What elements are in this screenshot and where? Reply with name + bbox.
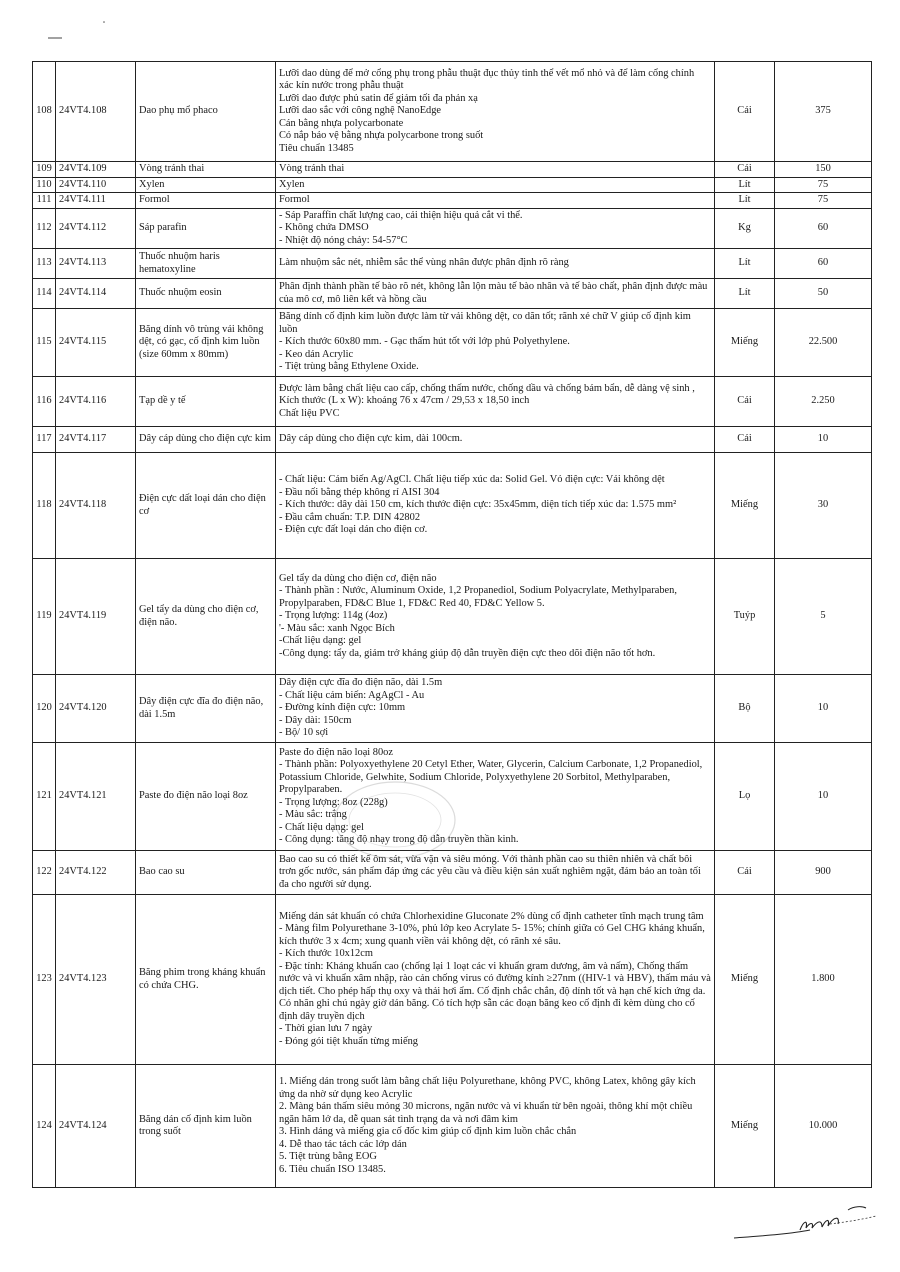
item-number: 112 [33, 208, 56, 249]
item-code: 24VT4.118 [56, 453, 136, 559]
item-number: 116 [33, 377, 56, 427]
description-line: - Điện cực đất loại dán cho điện cơ. [279, 524, 428, 536]
item-quantity: 150 [775, 162, 872, 178]
item-code: 24VT4.109 [56, 162, 136, 178]
item-number: 115 [33, 309, 56, 377]
handwritten-signature [730, 1200, 880, 1250]
description-line: - Keo dán Acrylic [279, 348, 354, 360]
item-number: 118 [33, 453, 56, 559]
item-description [276, 162, 715, 178]
description-line: - Đường kính điện cực: 10mm [279, 702, 406, 714]
table-row [33, 1065, 872, 1188]
item-unit: Cái [715, 62, 775, 162]
item-name: Thuốc nhuộm haris hematoxyline [136, 249, 276, 279]
description-line: - Tiệt trùng bằng Ethylene Oxide. [279, 361, 419, 373]
item-description [276, 559, 715, 675]
description-line: Có nắp bảo vệ bằng nhựa polycarbone trong suốt [279, 130, 484, 142]
item-code: 24VT4.116 [56, 377, 136, 427]
description-line: Vòng tránh thai [279, 163, 345, 174]
item-number: 120 [33, 675, 56, 743]
description-line: - Chất liệu: Cảm biến Ag/AgCl. Chất liệu tiếp xúc da: Solid Gel. Vỏ điện cực: Vải không dệt [279, 474, 665, 486]
item-description [276, 279, 715, 309]
description-line: - Trọng lượng: 8oz (228g) [279, 796, 388, 808]
description-line: - Chất liệu dạng: gel [279, 821, 364, 833]
item-description [276, 453, 715, 559]
item-name: Bao cao su [136, 851, 276, 895]
item-description [276, 895, 715, 1065]
item-code: 24VT4.117 [56, 427, 136, 453]
description-line: Băng dính cố định kim luồn được làm từ vải không dệt, co dãn tốt; rãnh xẻ chữ V giúp cố định kim luồn [279, 311, 691, 335]
item-name: Vòng tránh thai [136, 162, 276, 178]
table-row [33, 162, 872, 178]
item-code: 24VT4.108 [56, 62, 136, 162]
item-description [276, 675, 715, 743]
item-name: Băng dính vô trùng vải không dệt, có gạc, cố định kim luồn (size 60mm x 80mm) [136, 309, 276, 377]
item-number: 117 [33, 427, 56, 453]
table-row [33, 62, 872, 162]
table-body [33, 62, 872, 1188]
description-line: Gel tẩy da dùng cho điện cơ, điện não [279, 572, 437, 584]
item-number: 111 [33, 193, 56, 209]
table-row [33, 453, 872, 559]
description-line: Xylen [279, 178, 305, 190]
item-quantity: 5 [775, 559, 872, 675]
item-name: Dây điện cực đĩa đo điện não, dài 1.5m [136, 675, 276, 743]
item-name: Điện cực dất loại dán cho điện cơ [136, 453, 276, 559]
description-line: Bao cao su có thiết kế ôm sát, vừa vặn và siêu mỏng. Với thành phần cao su thiên nhiên và chất bôi trơn gốc nước, sản phẩm đáp ứng các yêu cầu và điều kiện sản xuất nghiêm ngặt, đảm bảo an toàn tối đa cho người sử dụng. [279, 853, 701, 890]
description-line: Cán bằng nhựa polycarbonate [279, 117, 404, 129]
description-line: - Dây dài: 150cm [279, 714, 352, 726]
item-code: 24VT4.124 [56, 1065, 136, 1188]
item-code: 24VT4.113 [56, 249, 136, 279]
item-code: 24VT4.111 [56, 193, 136, 209]
item-unit: Tuýp [715, 559, 775, 675]
item-number: 122 [33, 851, 56, 895]
description-line: - Thành phần: Polyoxyethylene 20 Cetyl Ether, Water, Glycerin, Calcium Carbonate, 1,2 Propanediol, Potassium Chloride, Gelwhite, Sodium Chloride, Polyxyethylene 20 Sorbitol, Methylparaben, Propylparaben. [279, 759, 703, 795]
item-unit: Lọ [715, 743, 775, 851]
item-unit: Bộ [715, 675, 775, 743]
item-code: 24VT4.114 [56, 279, 136, 309]
item-code: 24VT4.112 [56, 208, 136, 249]
item-quantity: 22.500 [775, 309, 872, 377]
description-line: Phân định thành phần tế bào rõ nét, không lẫn lộn màu tế bào nhân và tế bào chất, phân định được màu của mô cơ, mô liên kết và hồng cầu [279, 281, 708, 305]
description-line: 6. Tiêu chuẩn ISO 13485. [279, 1163, 386, 1175]
item-quantity: 900 [775, 851, 872, 895]
item-name: Dây cáp dùng cho điện cực kim [136, 427, 276, 453]
item-quantity: 60 [775, 249, 872, 279]
item-code: 24VT4.122 [56, 851, 136, 895]
description-line: Dây cáp dùng cho điện cực kim, dài 100cm. [279, 433, 463, 445]
item-number: 119 [33, 559, 56, 675]
description-line: Formol [279, 194, 310, 205]
description-line: -Công dụng: tẩy da, giảm trở kháng giúp độ dẫn truyền điện cực theo dõi điện não tốt hơn. [279, 647, 656, 659]
item-unit: Kg [715, 208, 775, 249]
item-description [276, 193, 715, 209]
description-line: - Màng film Polyurethane 3-10%, phủ lớp keo Acrylate 5- 15%; chính giữa có Gel CHG kháng khuẩn, kích thước 3 x 4cm; xung quanh viền vải không dệt, có rãnh xẻ sâu. [279, 923, 705, 947]
table-row [33, 309, 872, 377]
description-line: - Thời gian lưu 7 ngày [279, 1023, 373, 1035]
item-unit: Cái [715, 427, 775, 453]
description-line: Paste đo điện não loại 80oz [279, 746, 393, 758]
item-code: 24VT4.120 [56, 675, 136, 743]
description-line: Lưỡi dao dùng để mở cổng phụ trong phẫu thuật đục thủy tinh thể vết mổ nhỏ và để làm cổng chính xác kín nước trong phẫu thuật [279, 67, 695, 92]
description-line: - Kích thước 10x12cm [279, 948, 373, 960]
item-quantity: 75 [775, 193, 872, 209]
item-description [276, 177, 715, 193]
item-code: 24VT4.123 [56, 895, 136, 1065]
item-description [276, 1065, 715, 1188]
item-quantity: 75 [775, 177, 872, 193]
item-unit: Cái [715, 851, 775, 895]
description-line: - Trọng lượng: 114g (4oz) [279, 610, 388, 622]
description-line: Chất liệu PVC [279, 407, 340, 419]
description-line: 4. Dễ thao tác tách các lớp dán [279, 1138, 407, 1150]
description-line: Lưỡi dao được phủ satin để giảm tối đa phản xạ [279, 92, 478, 104]
item-quantity: 10.000 [775, 1065, 872, 1188]
item-quantity: 10 [775, 427, 872, 453]
item-quantity: 1.800 [775, 895, 872, 1065]
description-line: '- Màu sắc: xanh Ngọc Bích [279, 622, 395, 634]
table-row [33, 208, 872, 249]
item-description [276, 249, 715, 279]
item-name: Băng phim trong kháng khuẩn có chứa CHG. [136, 895, 276, 1065]
item-unit: Cái [715, 162, 775, 178]
item-unit: Lít [715, 177, 775, 193]
description-line: 3. Hình dáng và miếng gia cố đốc kim giúp cố định kim luồn chắc chắn [279, 1126, 577, 1137]
item-description [276, 309, 715, 377]
item-name: Gel tẩy da dùng cho điện cơ, điện não. [136, 559, 276, 675]
table-row [33, 559, 872, 675]
item-number: 124 [33, 1065, 56, 1188]
description-line: 1. Miếng dán trong suốt làm bằng chất liệu Polyurethane, không PVC, không Latex, không gây kích ứng da nhờ sử dụng keo Acrylic [279, 1076, 696, 1100]
item-name: Paste đo điện não loại 8oz [136, 743, 276, 851]
item-description [276, 377, 715, 427]
description-line: - Sáp Paraffin chất lượng cao, cải thiện hiệu quả cắt vi thể. [279, 209, 523, 221]
item-description [276, 427, 715, 453]
description-line: - Bộ/ 10 sợi [279, 727, 329, 739]
item-number: 109 [33, 162, 56, 178]
description-line: - Nhiệt độ nóng chảy: 54-57°C [279, 234, 408, 246]
description-line: - Màu sắc: trắng [279, 809, 347, 820]
description-line: -Chất liệu dạng: gel [279, 635, 362, 647]
description-line: - Không chứa DMSO [279, 222, 369, 233]
item-name: Xylen [136, 177, 276, 193]
item-number: 108 [33, 62, 56, 162]
item-code: 24VT4.121 [56, 743, 136, 851]
item-unit: Miếng [715, 1065, 775, 1188]
description-line: - Kích thước 60x80 mm. - Gạc thấm hút tốt với lớp phủ Polyethylene. [279, 336, 570, 348]
item-number: 123 [33, 895, 56, 1065]
table-row [33, 895, 872, 1065]
item-unit: Lít [715, 249, 775, 279]
item-name: Formol [136, 193, 276, 209]
description-line: 5. Tiệt trùng bằng EOG [279, 1151, 377, 1162]
item-name: Băng dán cố định kim luồn trong suốt [136, 1065, 276, 1188]
item-quantity: 30 [775, 453, 872, 559]
table-row [33, 377, 872, 427]
table-row [33, 249, 872, 279]
description-line: - Đầu nối bằng thép không rỉ AISI 304 [279, 486, 440, 498]
item-quantity: 2.250 [775, 377, 872, 427]
pen-marks [22, 8, 112, 48]
item-description [276, 208, 715, 249]
description-line: Tiêu chuẩn 13485 [279, 142, 354, 154]
description-line: - Thành phần : Nước, Aluminum Oxide, 1,2 Propanediol, Sodium Polyacrylate, Methylparaben, Propylparaben, FD&C Blue 1, FD&C Red 40, FD&C Yellow 5. [279, 585, 677, 609]
table-row [33, 279, 872, 309]
description-line: Miếng dán sát khuẩn có chứa Chlorhexidine Gluconate 2% dùng cố định catheter tĩnh mạch trung tâm [279, 910, 704, 922]
item-unit: Miếng [715, 453, 775, 559]
description-line: - Đầu cắm chuẩn: T.P. DIN 42802 [279, 511, 421, 523]
item-name: Dao phụ mổ phaco [136, 62, 276, 162]
description-line: Được làm bằng chất liệu cao cấp, chống thấm nước, chống dầu và chống bám bẩn, dễ dàng vệ sinh , [279, 382, 695, 394]
item-quantity: 50 [775, 279, 872, 309]
item-unit: Miếng [715, 309, 775, 377]
description-line: - Chất liệu cảm biến: AgAgCl - Au [279, 689, 425, 701]
item-name: Tạp dề y tế [136, 377, 276, 427]
item-code: 24VT4.119 [56, 559, 136, 675]
item-quantity: 10 [775, 675, 872, 743]
item-code: 24VT4.115 [56, 309, 136, 377]
item-number: 113 [33, 249, 56, 279]
description-line: 2. Màng bán thấm siêu mỏng 30 microns, ngăn nước và vi khuẩn từ bên ngoài, thông khí một chiều ngăn hăm lở da, dễ quan sát tình trạng da và nơi đâm kim [279, 1101, 693, 1125]
description-line: - Kích thước: dây dài 150 cm, kích thước điện cực: 35x45mm, diện tích tiếp xúc da: 1.575 mm² [279, 499, 677, 511]
item-code: 24VT4.110 [56, 177, 136, 193]
item-name: Thuốc nhuộm eosin [136, 279, 276, 309]
table-row [33, 427, 872, 453]
item-quantity: 10 [775, 743, 872, 851]
item-unit: Lít [715, 279, 775, 309]
description-line: - Công dụng: tăng độ nhạy trong độ dẫn truyền thần kinh. [279, 834, 519, 845]
item-name: Sáp parafin [136, 208, 276, 249]
table-row [33, 177, 872, 193]
table-row [33, 193, 872, 209]
item-description [276, 62, 715, 162]
item-number: 110 [33, 177, 56, 193]
description-line: - Đặc tính: Kháng khuẩn cao (chống lại 1 loạt các vi khuẩn gram dương, âm và nấm), Chống thấm nước và vi khuẩn xâm nhập, rào cản chống virus có đường kính ≥27nm ((HIV-1 và HBV), thấm máu và dịch tiết. Cho phép hấp thụ oxy và thải hơi ẩm. Cố định chắc chắn, độ dính tốt và hạn chế kích ứng da. Có nhãn ghi chú ngày giờ dán băng. Có tích hợp sẵn các đoạn băng keo cố định đi kèm dùng cho cố định dây truyền dịch [279, 960, 711, 1022]
item-unit: Lít [715, 193, 775, 209]
item-number: 114 [33, 279, 56, 309]
item-number: 121 [33, 743, 56, 851]
description-line: Dây điện cực đĩa đo điện não, dài 1.5m [279, 677, 443, 689]
specification-table [32, 61, 872, 1188]
description-line: Kích thước (L x W): khoảng 76 x 47cm / 29,53 x 18,50 inch [279, 395, 530, 407]
table-row [33, 675, 872, 743]
item-quantity: 375 [775, 62, 872, 162]
description-line: Làm nhuộm sắc nét, nhiễm sắc thể vùng nhân được phân định rõ ràng [279, 257, 569, 269]
faded-stamp [325, 775, 465, 865]
description-line: - Đóng gói tiệt khuẩn từng miếng [279, 1035, 418, 1047]
item-unit: Miếng [715, 895, 775, 1065]
item-quantity: 60 [775, 208, 872, 249]
item-unit: Cái [715, 377, 775, 427]
description-line: Lưỡi dao sắc với công nghệ NanoEdge [279, 105, 442, 117]
